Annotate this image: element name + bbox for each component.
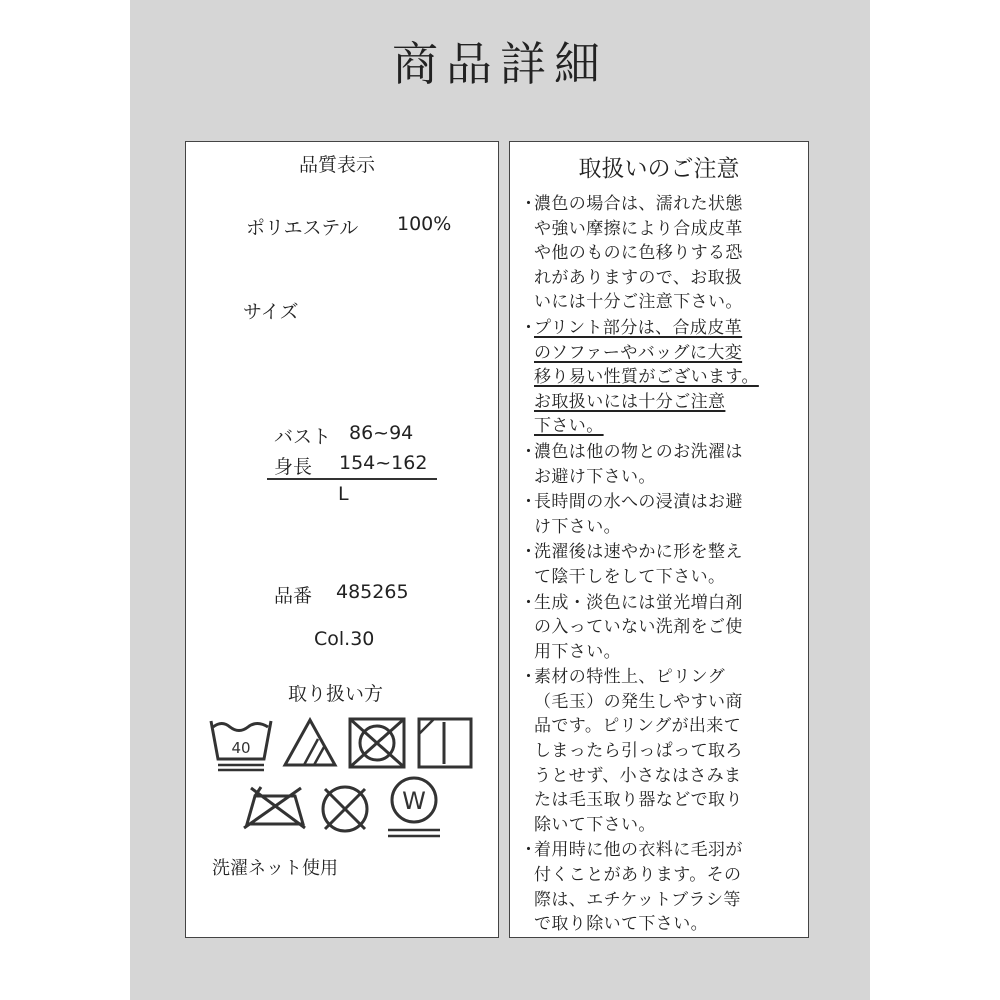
wash-temp-text: 40 [231,739,251,757]
handling-note-line: け下さい。 [534,516,621,537]
laundry-net-note: 洗濯ネット使用 [212,858,338,879]
handling-note-line: で取り除いて下さい。 [534,914,708,935]
handling-note-line: 際は、エチケットブラシ等 [534,889,741,910]
wet-clean-icon [384,774,444,842]
handling-note-line: お取扱いには十分ご注意 [534,391,726,412]
bullet-icon: ・ [520,592,537,613]
item-number: 485265 [336,581,409,603]
handling-note-line: たは毛玉取り器などで取り [534,790,743,811]
bullet-icon: ・ [520,441,537,462]
bullet-icon: ・ [520,667,537,688]
handling-note-line: いには十分ご注意下さい。 [534,292,743,313]
handling-note-item [520,490,800,539]
handling-note-line: 品です。ピリングが出来て [534,716,742,737]
item-number-label: 品番 [274,585,313,607]
handling-note-line: 生成・淡色には蛍光増白剤 [534,592,743,613]
no-dry-clean-icon [317,782,373,836]
wet-clean-letter: W [402,787,426,815]
handling-note-line: 長時間の水への浸漬はお避 [534,492,743,513]
handling-note-line: れがありますので、お取扱 [534,267,743,288]
height-value: 154~162 [339,452,428,474]
quality-label-card [185,141,499,938]
handling-note-item [520,440,800,489]
care-heading: 取り扱い方 [288,683,384,705]
handling-note-item [520,665,800,837]
handling-note-line: て陰干しをして下さい。 [534,566,726,587]
triangle-bleach-icon [282,717,338,769]
handling-note-line: や他のものに色移りする恐 [534,243,743,264]
handling-note-line: 除いて下さい。 [534,814,656,835]
handling-note-line: の入っていない洗剤をご使 [534,617,743,638]
bullet-icon: ・ [520,840,537,861]
handling-note-line: や強い摩擦により合成皮革 [534,218,743,239]
handling-note-item [520,316,800,439]
bullet-icon: ・ [520,194,537,214]
handling-note-item [520,838,800,936]
quality-label-heading: 品質表示 [299,154,376,176]
handling-note-line: うとせず、小さなはさみま [534,765,742,786]
page-title: 商品詳細 [392,37,608,91]
handling-note-line: 下さい。 [534,416,604,437]
handling-notes-card [509,141,809,938]
wash-40-icon [208,715,274,775]
size-value: L [338,483,349,505]
handling-note-line: 濃色の場合は、濡れた状態 [534,194,743,214]
bullet-icon: ・ [520,542,537,563]
bust-label: バスト [274,426,332,448]
no-tumble-dry-icon [346,715,408,771]
handling-note-item [520,591,800,665]
bullet-icon: ・ [520,317,537,338]
size-divider [267,478,437,480]
material-percent: 100% [397,213,452,235]
handling-note-line: 濃色は他の物とのお洗濯は [534,441,743,462]
size-heading: サイズ [243,301,299,323]
handling-note-line: 付くことがあります。その [534,865,742,886]
handling-note-line: 着用時に他の衣料に毛羽が [534,840,743,861]
material-name: ポリエステル [246,217,359,239]
handling-note-line: 移り易い性質がございます。 [534,367,759,388]
handling-note-item [520,540,800,589]
iron-crossed-icon [241,782,307,834]
handling-note-line: しまったら引っぱって取ろ [534,741,743,762]
line-dry-shade-icon [416,716,474,770]
handling-notes-list [520,192,800,938]
handling-note-line: 洗濯後は速やかに形を整え [534,542,743,563]
bust-value: 86~94 [349,422,414,444]
bullet-icon: ・ [520,492,537,513]
handling-note-line: 用下さい。 [534,641,621,662]
handling-note-line: のソファーやバッグに大変 [534,342,743,363]
handling-note-line: プリント部分は、合成皮革 [534,317,743,338]
handling-note-line: 素材の特性上、ピリング [534,667,726,688]
handling-note-line: お避け下さい。 [534,466,656,487]
handling-note-line: （毛玉）の発生しやすい商 [534,691,743,712]
handling-notes-title: 取扱いのご注意 [578,156,740,182]
handling-note-item [520,192,800,315]
height-label: 身長 [274,456,313,478]
color-code: Col.30 [314,628,375,650]
